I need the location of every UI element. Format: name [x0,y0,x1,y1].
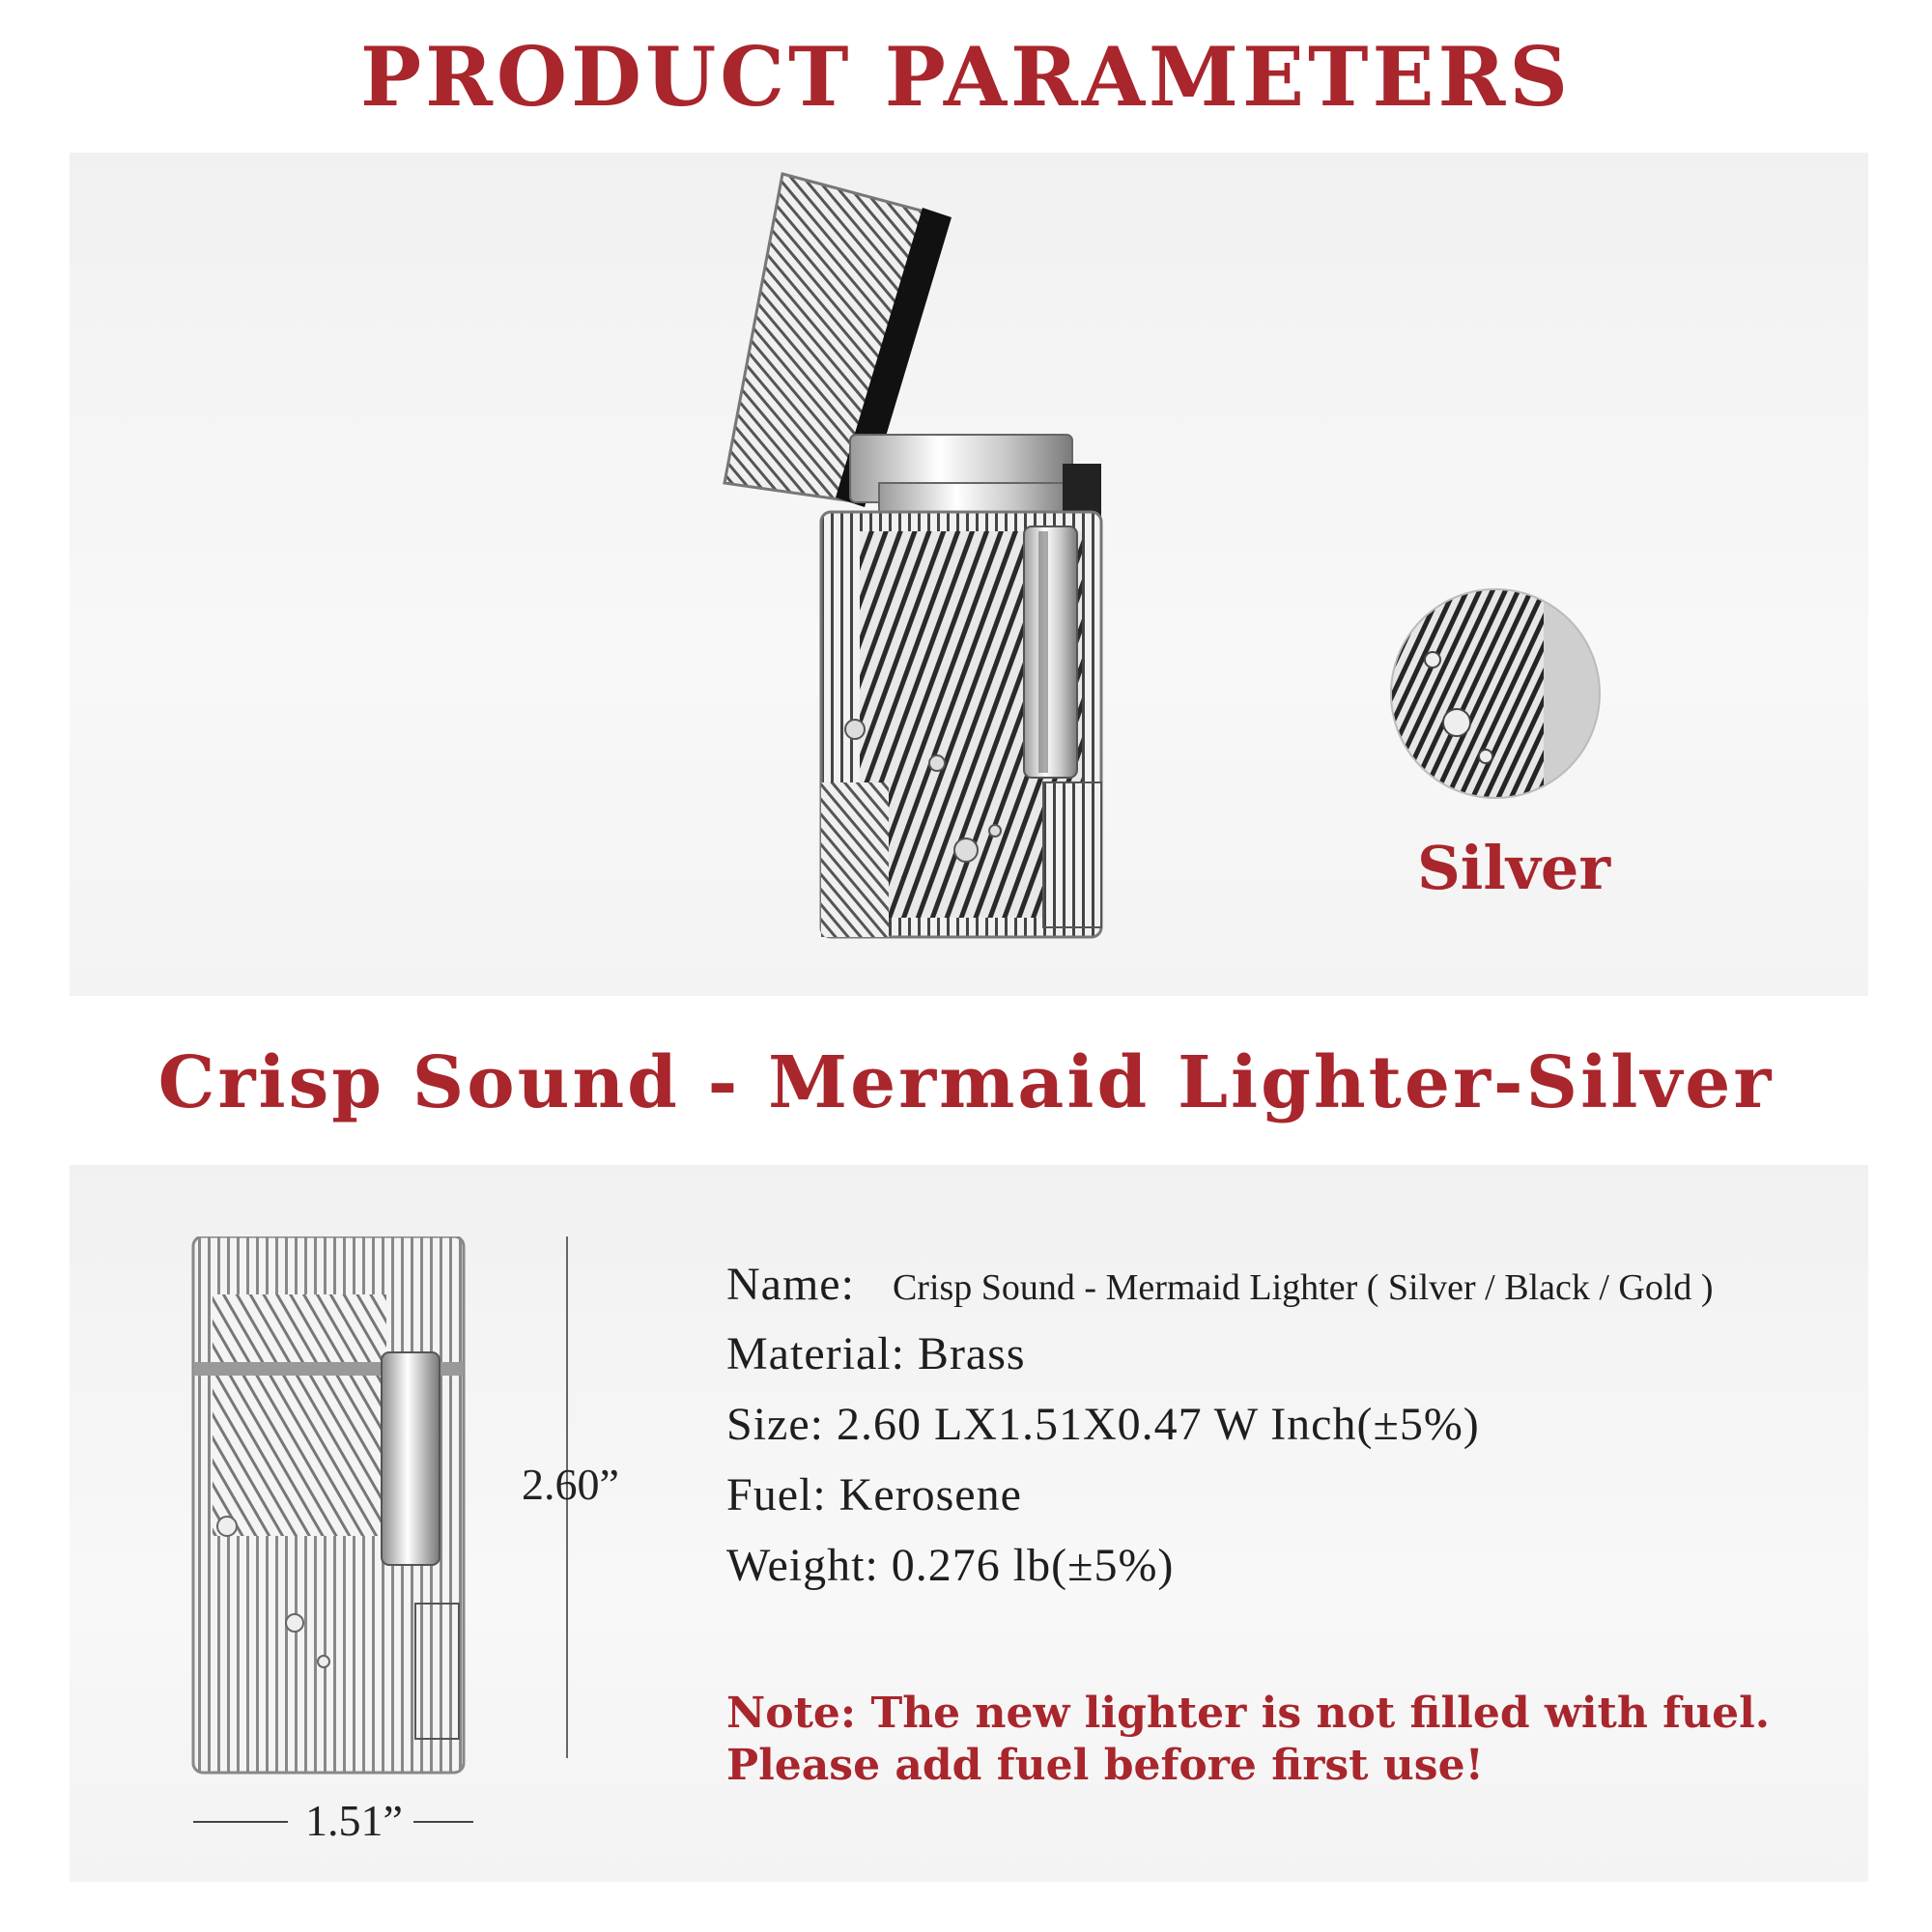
note-line-1: Note: The new lighter is not filled with fuel. [726,1689,1771,1738]
spec-size: Size: 2.60 LX1.51X0.47 W Inch(±5%) [726,1399,1480,1450]
open-lighter-image [715,164,1179,966]
spec-fuel: Fuel: Kerosene [726,1469,1022,1520]
swatch-label: Silver [1417,833,1611,903]
width-dimension-line-right [413,1821,473,1823]
spec-material: Material: Brass [726,1328,1026,1379]
spec-name-value: Crisp Sound - Mermaid Lighter ( Silver / Black / Gold ) [892,1267,1714,1308]
product-subtitle: Crisp Sound - Mermaid Lighter-Silver [157,1041,1775,1124]
note-line-2: Please add fuel before first use! [726,1741,1484,1790]
silver-swatch-image [1389,587,1602,800]
spec-weight: Weight: 0.276 lb(±5%) [726,1540,1175,1591]
page-title: PRODUCT PARAMETERS [359,29,1573,125]
spec-name [726,1258,1714,1311]
height-dimension-label: 2.60” [522,1460,619,1509]
closed-lighter-image [188,1236,469,1777]
width-dimension-line-left [193,1821,288,1823]
width-dimension-label: 1.51” [305,1796,403,1845]
spec-name-label: Name: [726,1259,855,1310]
